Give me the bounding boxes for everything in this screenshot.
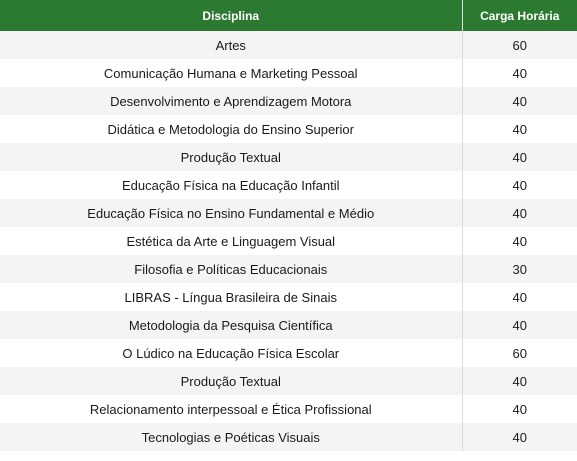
workload-hours: 40 <box>462 283 577 311</box>
workload-hours: 40 <box>462 423 577 451</box>
workload-hours: 40 <box>462 143 577 171</box>
discipline-name: Relacionamento interpessoal e Ética Profissional <box>0 395 462 423</box>
discipline-name: Comunicação Humana e Marketing Pessoal <box>0 59 462 87</box>
table-row <box>0 395 577 423</box>
discipline-name: Produção Textual <box>0 367 462 395</box>
table-row <box>0 143 577 171</box>
workload-hours: 40 <box>462 367 577 395</box>
discipline-name: LIBRAS - Língua Brasileira de Sinais <box>0 283 462 311</box>
table-row <box>0 59 577 87</box>
table-row <box>0 171 577 199</box>
table-row <box>0 115 577 143</box>
discipline-name: Didática e Metodologia do Ensino Superior <box>0 115 462 143</box>
workload-hours: 40 <box>462 311 577 339</box>
discipline-name: Desenvolvimento e Aprendizagem Motora <box>0 87 462 115</box>
workload-hours: 40 <box>462 171 577 199</box>
table-row <box>0 283 577 311</box>
workload-hours: 60 <box>462 339 577 367</box>
table-row <box>0 199 577 227</box>
table-row <box>0 423 577 451</box>
table-row <box>0 87 577 115</box>
workload-hours: 40 <box>462 395 577 423</box>
table-row <box>0 255 577 283</box>
table-row <box>0 367 577 395</box>
workload-hours: 40 <box>462 87 577 115</box>
discipline-name: Estética da Arte e Linguagem Visual <box>0 227 462 255</box>
discipline-name: Tecnologias e Poéticas Visuais <box>0 423 462 451</box>
discipline-name: Artes <box>0 31 462 59</box>
table-row <box>0 311 577 339</box>
discipline-name: O Lúdico na Educação Física Escolar <box>0 339 462 367</box>
workload-hours: 40 <box>462 227 577 255</box>
workload-hours: 30 <box>462 255 577 283</box>
column-header-carga-horaria: Carga Horária <box>462 0 577 31</box>
discipline-name: Educação Física na Educação Infantil <box>0 171 462 199</box>
discipline-name: Produção Textual <box>0 143 462 171</box>
discipline-name: Metodologia da Pesquisa Científica <box>0 311 462 339</box>
discipline-name: Educação Física no Ensino Fundamental e Médio <box>0 199 462 227</box>
table-row <box>0 339 577 367</box>
discipline-name: Filosofia e Políticas Educacionais <box>0 255 462 283</box>
workload-hours: 60 <box>462 31 577 59</box>
workload-hours: 40 <box>462 199 577 227</box>
table-header-row <box>0 0 577 31</box>
column-header-disciplina: Disciplina <box>0 0 462 31</box>
workload-hours: 40 <box>462 59 577 87</box>
table-row <box>0 31 577 59</box>
workload-hours: 40 <box>462 115 577 143</box>
table-row <box>0 227 577 255</box>
